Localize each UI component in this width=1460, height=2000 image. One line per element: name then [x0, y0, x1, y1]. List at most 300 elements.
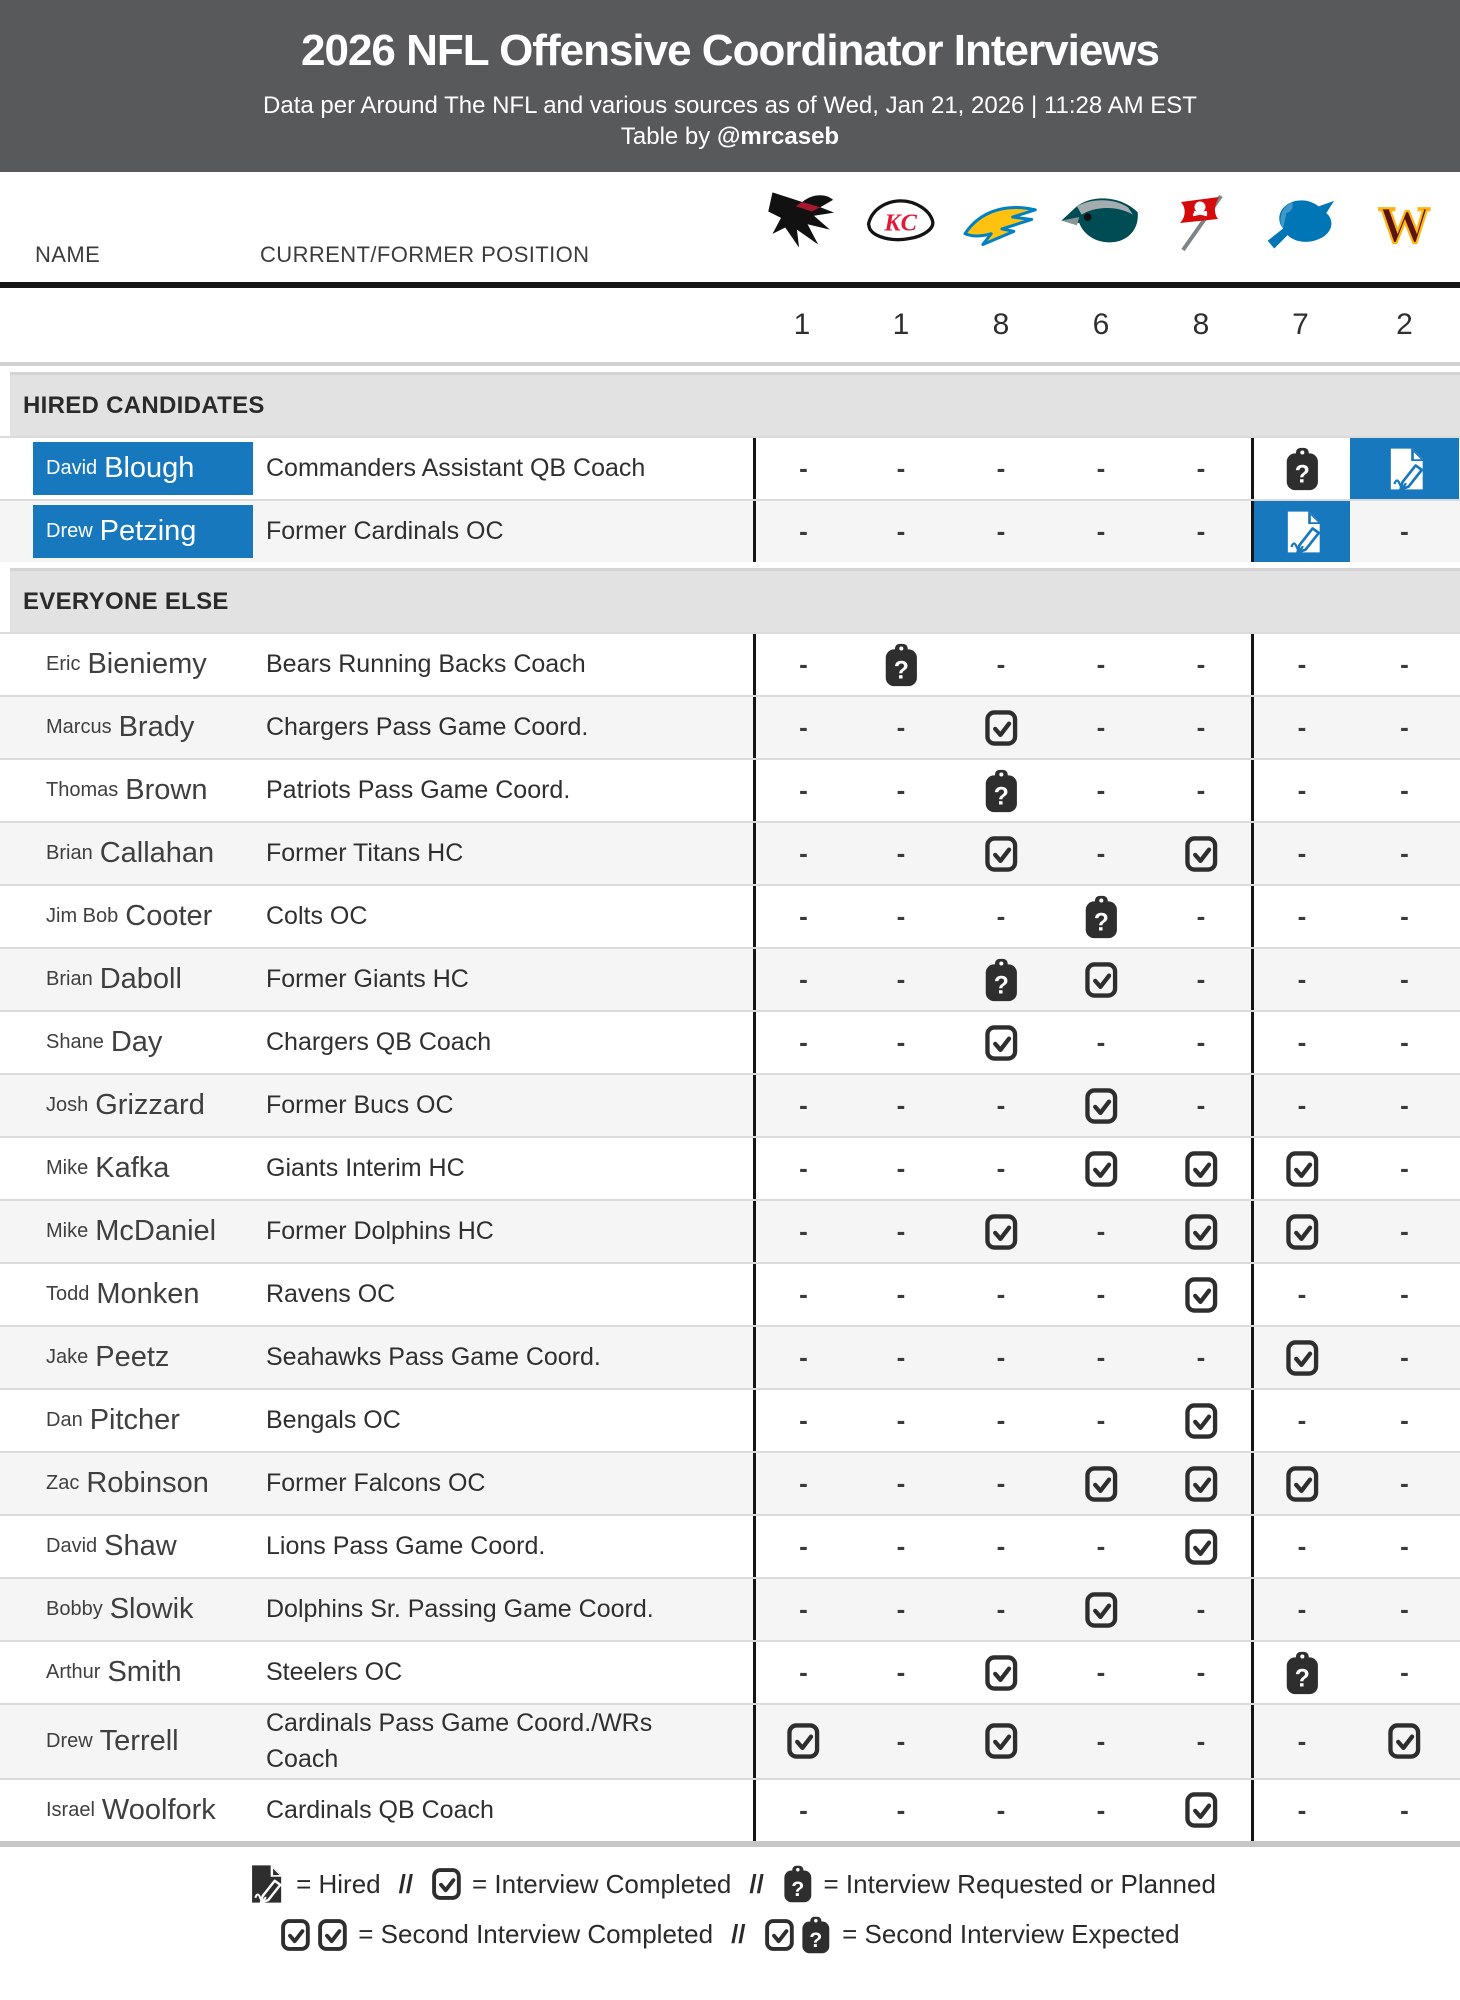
no-interview-dash: -	[1400, 964, 1409, 994]
candidate-last-name: Petzing	[99, 515, 197, 547]
svg-text:?: ?	[1294, 1665, 1310, 1693]
status-cell-eagles	[1051, 1705, 1151, 1778]
candidate-name-cell	[33, 1516, 253, 1577]
candidate-position-cell	[253, 886, 753, 947]
candidate-name-cell	[33, 634, 253, 695]
svg-text:?: ?	[1294, 461, 1310, 489]
status-cell-commanders	[1350, 1516, 1459, 1577]
status-cell-chargers	[951, 886, 1051, 947]
status-cell-eagles	[1051, 1642, 1151, 1703]
candidate-position: Colts OC	[266, 902, 368, 931]
status-cell-chiefs	[851, 1390, 951, 1451]
status-cell-chargers	[951, 1138, 1051, 1199]
interview-requested-icon	[1083, 895, 1120, 939]
legend-separator: //	[398, 1868, 414, 1899]
no-interview-dash: -	[799, 838, 808, 868]
status-cell-eagles	[1051, 501, 1151, 562]
legend-separator: //	[731, 1919, 746, 1950]
status-cell-chiefs	[851, 1012, 951, 1073]
status-cell-chargers	[951, 823, 1051, 884]
status-cell-chargers	[951, 501, 1051, 562]
status-cell-eagles	[1051, 697, 1151, 758]
interview-completed-icon	[984, 835, 1019, 873]
no-interview-dash: -	[896, 1405, 906, 1435]
no-interview-dash: -	[799, 1279, 808, 1309]
interview-completed-icon	[1084, 1150, 1119, 1188]
interview-completed-icon	[1084, 961, 1119, 999]
candidate-first-name: Mike	[46, 1220, 89, 1242]
status-cell-chiefs	[851, 501, 951, 562]
no-interview-dash: -	[1400, 1794, 1409, 1825]
no-interview-dash: -	[799, 775, 808, 805]
lions-logo	[1261, 192, 1341, 254]
no-interview-dash: -	[996, 1090, 1006, 1120]
interview-requested-icon	[782, 1865, 814, 1903]
status-cell-eagles	[1051, 1516, 1151, 1577]
svg-text:W: W	[1378, 196, 1431, 254]
status-cell-chargers	[951, 438, 1051, 499]
candidate-last-name: Grizzard	[95, 1089, 205, 1121]
status-cell-lions	[1251, 438, 1350, 499]
status-cell-chiefs	[851, 1780, 951, 1841]
no-interview-dash: -	[1096, 1027, 1106, 1057]
candidate-last-name: Daboll	[99, 963, 182, 995]
candidate-position-cell	[253, 1516, 753, 1577]
candidate-row	[0, 1073, 1460, 1136]
candidate-row	[0, 821, 1460, 884]
status-cell-buccaneers	[1151, 1138, 1251, 1199]
candidate-position: Steelers OC	[266, 1658, 403, 1687]
no-interview-dash: -	[996, 516, 1006, 546]
candidate-position-cell	[253, 1138, 753, 1199]
candidate-row	[0, 1451, 1460, 1514]
status-cell-lions	[1251, 501, 1350, 562]
candidate-position-cell	[253, 1579, 753, 1640]
no-interview-dash: -	[1196, 901, 1206, 931]
no-interview-dash: -	[1096, 1216, 1106, 1246]
status-cell-commanders	[1350, 1390, 1459, 1451]
status-cell-chargers	[951, 760, 1051, 821]
no-interview-dash: -	[1400, 1153, 1409, 1183]
candidate-position-cell	[253, 1264, 753, 1325]
no-interview-dash: -	[1400, 1531, 1409, 1561]
candidate-last-name: Terrell	[99, 1724, 179, 1757]
no-interview-dash: -	[1096, 1531, 1106, 1561]
candidate-position-cell	[253, 1012, 753, 1073]
status-cell-chiefs	[851, 1138, 951, 1199]
candidate-row	[0, 1514, 1460, 1577]
status-cell-falcons	[753, 760, 851, 821]
status-cell-commanders	[1350, 438, 1459, 499]
status-cell-chargers	[951, 1516, 1051, 1577]
interview-completed-icon	[984, 1722, 1019, 1760]
candidate-first-name: David	[46, 457, 98, 479]
no-interview-dash: -	[1297, 1027, 1307, 1057]
status-cell-buccaneers	[1151, 1453, 1251, 1514]
interview-completed-icon	[1184, 1528, 1219, 1566]
no-interview-dash: -	[1400, 1090, 1409, 1120]
candidate-position: Giants Interim HC	[266, 1154, 465, 1183]
legend-item	[280, 1918, 713, 1952]
status-cell-eagles	[1051, 886, 1151, 947]
no-interview-dash: -	[896, 1657, 906, 1687]
candidate-first-name: Brian	[46, 968, 93, 990]
candidate-first-name: Shane	[46, 1031, 104, 1053]
interview-count-row	[0, 288, 1460, 362]
legend-item-icons	[782, 1865, 814, 1903]
candidate-name-cell	[33, 1201, 253, 1262]
no-interview-dash: -	[799, 901, 808, 931]
no-interview-dash: -	[1096, 1657, 1106, 1687]
status-cell-lions	[1251, 1453, 1350, 1514]
status-cell-commanders	[1350, 501, 1459, 562]
no-interview-dash: -	[996, 1468, 1006, 1498]
position-column-header: CURRENT/FORMER POSITION	[260, 242, 590, 267]
status-cell-eagles	[1051, 1138, 1151, 1199]
status-cell-chiefs	[851, 760, 951, 821]
status-cell-commanders	[1350, 1264, 1459, 1325]
no-interview-dash: -	[1297, 1090, 1307, 1120]
candidate-first-name: Zac	[46, 1472, 80, 1494]
status-cell-chargers	[951, 1453, 1051, 1514]
chiefs-logo	[863, 192, 938, 254]
interview-requested-icon	[800, 1916, 832, 1954]
candidate-name-cell	[33, 442, 253, 495]
status-cell-chiefs	[851, 1705, 951, 1778]
candidate-position: Bengals OC	[266, 1406, 401, 1435]
section-label: EVERYONE ELSE	[23, 587, 229, 615]
interview-completed-icon	[1184, 1402, 1219, 1440]
no-interview-dash: -	[1196, 964, 1206, 994]
legend-item-label: = Interview Completed	[471, 1868, 732, 1899]
status-cell-buccaneers	[1151, 1075, 1251, 1136]
no-interview-dash: -	[1096, 1405, 1106, 1435]
candidate-position: Bears Running Backs Coach	[266, 650, 586, 679]
candidate-last-name: Callahan	[99, 837, 215, 869]
candidate-last-name: Slowik	[109, 1593, 194, 1625]
buccaneers-count-cell	[1151, 308, 1251, 342]
no-interview-dash: -	[1297, 1531, 1307, 1561]
candidate-position-cell	[253, 1390, 753, 1451]
interview-completed-icon	[984, 1024, 1019, 1062]
legend-separator: //	[749, 1868, 764, 1899]
status-cell-falcons	[753, 1453, 851, 1514]
banner-subtitle: Data per Around The NFL and various sources as of Wed, Jan 21, 2026 | 11:28 AM EST	[263, 92, 1197, 120]
status-cell-chiefs	[851, 438, 951, 499]
candidate-name-cell	[33, 697, 253, 758]
banner	[0, 0, 1460, 172]
interview-completed-icon	[1084, 1591, 1119, 1629]
no-interview-dash: -	[799, 1090, 808, 1120]
hired-icon	[244, 1863, 286, 1905]
no-interview-dash: -	[799, 1153, 808, 1183]
no-interview-dash: -	[896, 1468, 906, 1498]
status-cell-lions	[1251, 886, 1350, 947]
interview-completed-icon	[1387, 1722, 1422, 1760]
no-interview-dash: -	[1096, 516, 1106, 546]
no-interview-dash: -	[896, 901, 906, 931]
candidate-row	[0, 884, 1460, 947]
interview-completed-icon	[1084, 1465, 1119, 1503]
team-interview-count: 1	[892, 308, 910, 341]
status-cell-commanders	[1350, 1705, 1459, 1778]
candidate-last-name: Brown	[125, 774, 208, 806]
status-cell-lions	[1251, 1705, 1350, 1778]
no-interview-dash: -	[896, 775, 906, 805]
no-interview-dash: -	[1400, 1657, 1409, 1687]
status-cell-eagles	[1051, 634, 1151, 695]
status-cell-lions	[1251, 823, 1350, 884]
candidate-first-name: Jim Bob	[46, 905, 119, 927]
credit-prefix: Table by	[620, 123, 711, 151]
status-cell-chiefs	[851, 1642, 951, 1703]
candidate-position-cell	[253, 438, 753, 499]
no-interview-dash: -	[1297, 1594, 1307, 1624]
no-interview-dash: -	[896, 1594, 906, 1624]
no-interview-dash: -	[1196, 1342, 1206, 1372]
no-interview-dash: -	[799, 1216, 808, 1246]
candidate-position-cell	[253, 1327, 753, 1388]
status-cell-buccaneers	[1151, 760, 1251, 821]
no-interview-dash: -	[1096, 1279, 1106, 1309]
status-cell-chargers	[951, 1780, 1051, 1841]
no-interview-dash: -	[1400, 1594, 1409, 1624]
interview-completed-icon	[317, 1918, 348, 1952]
status-cell-commanders	[1350, 697, 1459, 758]
status-cell-falcons	[753, 438, 851, 499]
candidate-first-name: Drew	[46, 520, 93, 542]
interview-completed-icon	[280, 1918, 311, 1952]
status-cell-falcons	[753, 1201, 851, 1262]
no-interview-dash: -	[896, 1216, 906, 1246]
status-cell-commanders	[1350, 1138, 1459, 1199]
no-interview-dash: -	[1196, 1594, 1206, 1624]
no-interview-dash: -	[1196, 1027, 1206, 1057]
chiefs-logo-cell	[851, 192, 951, 254]
interview-completed-icon	[764, 1918, 795, 1952]
team-logo-row	[0, 186, 1460, 254]
status-cell-buccaneers	[1151, 886, 1251, 947]
no-interview-dash: -	[896, 1342, 906, 1372]
status-cell-buccaneers	[1151, 1705, 1251, 1778]
section-header	[10, 568, 1460, 632]
candidate-last-name: Shaw	[104, 1530, 177, 1562]
no-interview-dash: -	[996, 901, 1006, 931]
status-cell-chargers	[951, 1012, 1051, 1073]
status-cell-buccaneers	[1151, 1516, 1251, 1577]
no-interview-dash: -	[1096, 1342, 1106, 1372]
no-interview-dash: -	[996, 1794, 1006, 1825]
candidate-first-name: Drew	[46, 1729, 93, 1752]
page-title: 2026 NFL Offensive Coordinator Interviews	[301, 25, 1159, 75]
candidate-position-cell	[253, 949, 753, 1010]
status-cell-falcons	[753, 634, 851, 695]
chargers-logo	[959, 192, 1042, 254]
chiefs-count-cell	[851, 308, 951, 342]
interview-requested-icon	[1284, 447, 1321, 491]
no-interview-dash: -	[996, 453, 1006, 483]
candidate-name-cell	[33, 823, 253, 884]
legend-line	[280, 1916, 1179, 1954]
no-interview-dash: -	[996, 649, 1006, 679]
status-cell-lions	[1251, 634, 1350, 695]
no-interview-dash: -	[896, 964, 906, 994]
interview-completed-icon	[1184, 835, 1219, 873]
status-cell-falcons	[753, 1516, 851, 1577]
status-cell-buccaneers	[1151, 1390, 1251, 1451]
candidate-position: Ravens OC	[266, 1280, 396, 1309]
status-cell-lions	[1251, 1579, 1350, 1640]
candidate-position: Former Giants HC	[266, 965, 469, 994]
candidate-position: Former Titans HC	[266, 839, 464, 868]
status-cell-commanders	[1350, 1201, 1459, 1262]
status-cell-chiefs	[851, 1453, 951, 1514]
status-cell-commanders	[1350, 823, 1459, 884]
candidate-position: Commanders Assistant QB Coach	[266, 454, 646, 483]
no-interview-dash: -	[799, 1531, 808, 1561]
interview-completed-icon	[1285, 1465, 1320, 1503]
status-cell-eagles	[1051, 1579, 1151, 1640]
no-interview-dash: -	[1400, 775, 1409, 805]
thin-divider	[0, 362, 1460, 366]
no-interview-dash: -	[1400, 901, 1409, 931]
no-interview-dash: -	[1196, 516, 1206, 546]
status-cell-lions	[1251, 949, 1350, 1010]
status-cell-eagles	[1051, 1201, 1151, 1262]
status-cell-chargers	[951, 1579, 1051, 1640]
no-interview-dash: -	[1400, 1027, 1409, 1057]
legend-item-icons	[280, 1918, 348, 1952]
status-cell-buccaneers	[1151, 1642, 1251, 1703]
candidate-last-name: Kafka	[95, 1152, 170, 1184]
status-cell-eagles	[1051, 438, 1151, 499]
no-interview-dash: -	[896, 453, 906, 483]
legend-item	[764, 1916, 1180, 1954]
candidate-row	[0, 1577, 1460, 1640]
status-cell-falcons	[753, 1327, 851, 1388]
legend	[0, 1847, 1460, 1975]
candidate-last-name: Cooter	[125, 900, 213, 932]
name-column-header: NAME	[35, 242, 101, 267]
section-header	[10, 372, 1460, 436]
legend-item-icons	[244, 1863, 286, 1905]
candidate-position: Former Falcons OC	[266, 1469, 486, 1498]
status-cell-lions	[1251, 1012, 1350, 1073]
no-interview-dash: -	[799, 1468, 808, 1498]
candidate-position: Patriots Pass Game Coord.	[266, 776, 571, 805]
candidate-first-name: Jake	[46, 1346, 89, 1368]
interview-completed-icon	[1285, 1339, 1320, 1377]
interview-completed-icon	[1084, 1087, 1119, 1125]
status-cell-buccaneers	[1151, 697, 1251, 758]
status-cell-commanders	[1350, 1327, 1459, 1388]
candidate-first-name: Arthur	[46, 1661, 101, 1683]
candidate-position-cell	[253, 697, 753, 758]
status-cell-chargers	[951, 1390, 1051, 1451]
status-cell-buccaneers	[1151, 501, 1251, 562]
no-interview-dash: -	[1297, 1725, 1307, 1756]
no-interview-dash: -	[799, 1342, 808, 1372]
status-cell-falcons	[753, 1264, 851, 1325]
chargers-logo-cell	[951, 192, 1051, 254]
status-cell-eagles	[1051, 1075, 1151, 1136]
no-interview-dash: -	[799, 516, 808, 546]
status-cell-falcons	[753, 501, 851, 562]
legend-item-label: = Second Interview Completed	[358, 1919, 714, 1950]
no-interview-dash: -	[799, 964, 808, 994]
lions-logo-cell	[1251, 192, 1350, 254]
legend-item-icons	[431, 1867, 462, 1901]
no-interview-dash: -	[1196, 712, 1206, 742]
candidate-row	[0, 436, 1460, 499]
no-interview-dash: -	[1297, 1405, 1307, 1435]
no-interview-dash: -	[896, 838, 906, 868]
team-interview-count: 1	[793, 308, 811, 341]
team-interview-count: 2	[1396, 308, 1413, 341]
candidate-position-cell	[253, 501, 753, 562]
candidate-last-name: Monken	[96, 1278, 200, 1310]
candidate-row	[0, 1703, 1460, 1778]
status-cell-chargers	[951, 1201, 1051, 1262]
candidate-row	[0, 1136, 1460, 1199]
interview-requested-icon	[983, 769, 1020, 813]
no-interview-dash: -	[896, 1027, 906, 1057]
status-cell-chargers	[951, 1327, 1051, 1388]
candidate-row	[0, 1778, 1460, 1841]
status-cell-lions	[1251, 1075, 1350, 1136]
candidate-last-name: Smith	[107, 1656, 182, 1688]
no-interview-dash: -	[1297, 775, 1307, 805]
no-interview-dash: -	[1096, 453, 1106, 483]
team-interview-count: 6	[1092, 308, 1110, 341]
hired-icon	[1382, 446, 1428, 492]
no-interview-dash: -	[1196, 1657, 1206, 1687]
status-cell-commanders	[1350, 949, 1459, 1010]
buccaneers-logo	[1169, 192, 1233, 254]
status-cell-chargers	[951, 1642, 1051, 1703]
no-interview-dash: -	[996, 1342, 1006, 1372]
candidate-name-cell	[33, 1780, 253, 1841]
candidate-position-cell	[253, 1780, 753, 1841]
candidate-last-name: Day	[110, 1026, 163, 1058]
no-interview-dash: -	[1400, 1468, 1409, 1498]
candidate-position: Seahawks Pass Game Coord.	[266, 1343, 601, 1372]
candidate-position: Former Dolphins HC	[266, 1217, 494, 1246]
status-cell-falcons	[753, 1138, 851, 1199]
falcons-logo	[764, 186, 841, 254]
no-interview-dash: -	[1400, 1216, 1409, 1246]
candidate-position: Lions Pass Game Coord.	[266, 1532, 546, 1561]
candidate-position: Former Bucs OC	[266, 1091, 454, 1120]
no-interview-dash: -	[1400, 1279, 1409, 1309]
no-interview-dash: -	[1297, 712, 1307, 742]
status-cell-falcons	[753, 1780, 851, 1841]
no-interview-dash: -	[1297, 901, 1307, 931]
status-cell-buccaneers	[1151, 634, 1251, 695]
legend-item	[782, 1865, 1216, 1903]
no-interview-dash: -	[1297, 838, 1307, 868]
candidate-row	[0, 758, 1460, 821]
status-cell-buccaneers	[1151, 1012, 1251, 1073]
eagles-logo	[1059, 192, 1142, 254]
table-header	[0, 172, 1460, 282]
candidate-position: Dolphins Sr. Passing Game Coord.	[266, 1595, 654, 1624]
candidate-first-name: Josh	[46, 1094, 89, 1116]
status-cell-commanders	[1350, 1075, 1459, 1136]
status-cell-lions	[1251, 1516, 1350, 1577]
candidate-last-name: Pitcher	[89, 1404, 180, 1436]
candidate-position: Chargers Pass Game Coord.	[266, 713, 589, 742]
